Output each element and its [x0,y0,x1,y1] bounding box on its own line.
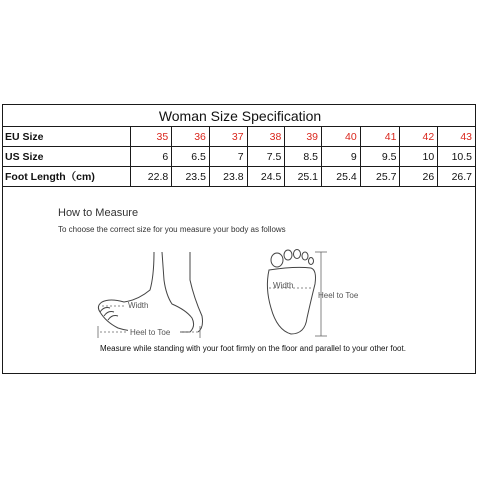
top-width-label: Width [273,281,294,290]
table-cell: 6.5 [172,147,210,167]
table-cell: 7 [209,147,247,167]
table-cell: 38 [247,127,285,147]
row-label: EU Size [3,127,131,147]
table-cell: 37 [209,127,247,147]
table-cell: 23.8 [209,167,247,187]
table-cell: 41 [360,127,400,147]
table-cell: 6 [131,147,172,167]
table-cell: 35 [131,127,172,147]
table-cell: 40 [322,127,361,147]
side-heel-to-toe-label: Heel to Toe [130,328,171,337]
foot-length-row [3,167,476,187]
size-table [2,126,476,187]
top-foot-diagram [255,248,375,343]
table-cell: 8.5 [285,147,322,167]
table-cell: 36 [172,127,210,147]
table-cell: 43 [438,127,476,147]
table-cell: 10.5 [438,147,476,167]
measure-note: Measure while standing with your foot firmly on the floor and parallel to your other foot. [100,344,406,353]
side-foot-diagram [90,240,220,345]
table-cell: 9 [322,147,361,167]
table-cell: 22.8 [131,167,172,187]
us-size-row [3,147,476,167]
eu-size-row [3,127,476,147]
table-cell: 25.4 [322,167,361,187]
table-cell: 25.1 [285,167,322,187]
leg-foot-outline-icon [98,252,202,332]
table-cell: 24.5 [247,167,285,187]
table-cell: 42 [400,127,438,147]
how-to-measure-subtitle: To choose the correct size for you measure your body as follows [58,225,286,234]
table-cell: 39 [285,127,322,147]
table-cell: 26 [400,167,438,187]
top-heel-to-toe-label: Heel to Toe [318,291,359,300]
table-cell: 9.5 [360,147,400,167]
footprint-outline-icon [267,250,315,335]
side-width-label: Width [128,301,149,310]
table-cell: 26.7 [438,167,476,187]
row-label: US Size [3,147,131,167]
table-cell: 23.5 [172,167,210,187]
chart-title: Woman Size Specification [158,108,322,124]
table-cell: 10 [400,147,438,167]
table-cell: 25.7 [360,167,400,187]
row-label: Foot Length（cm) [3,167,131,187]
how-to-measure-heading: How to Measure [58,207,139,219]
table-cell: 7.5 [247,147,285,167]
